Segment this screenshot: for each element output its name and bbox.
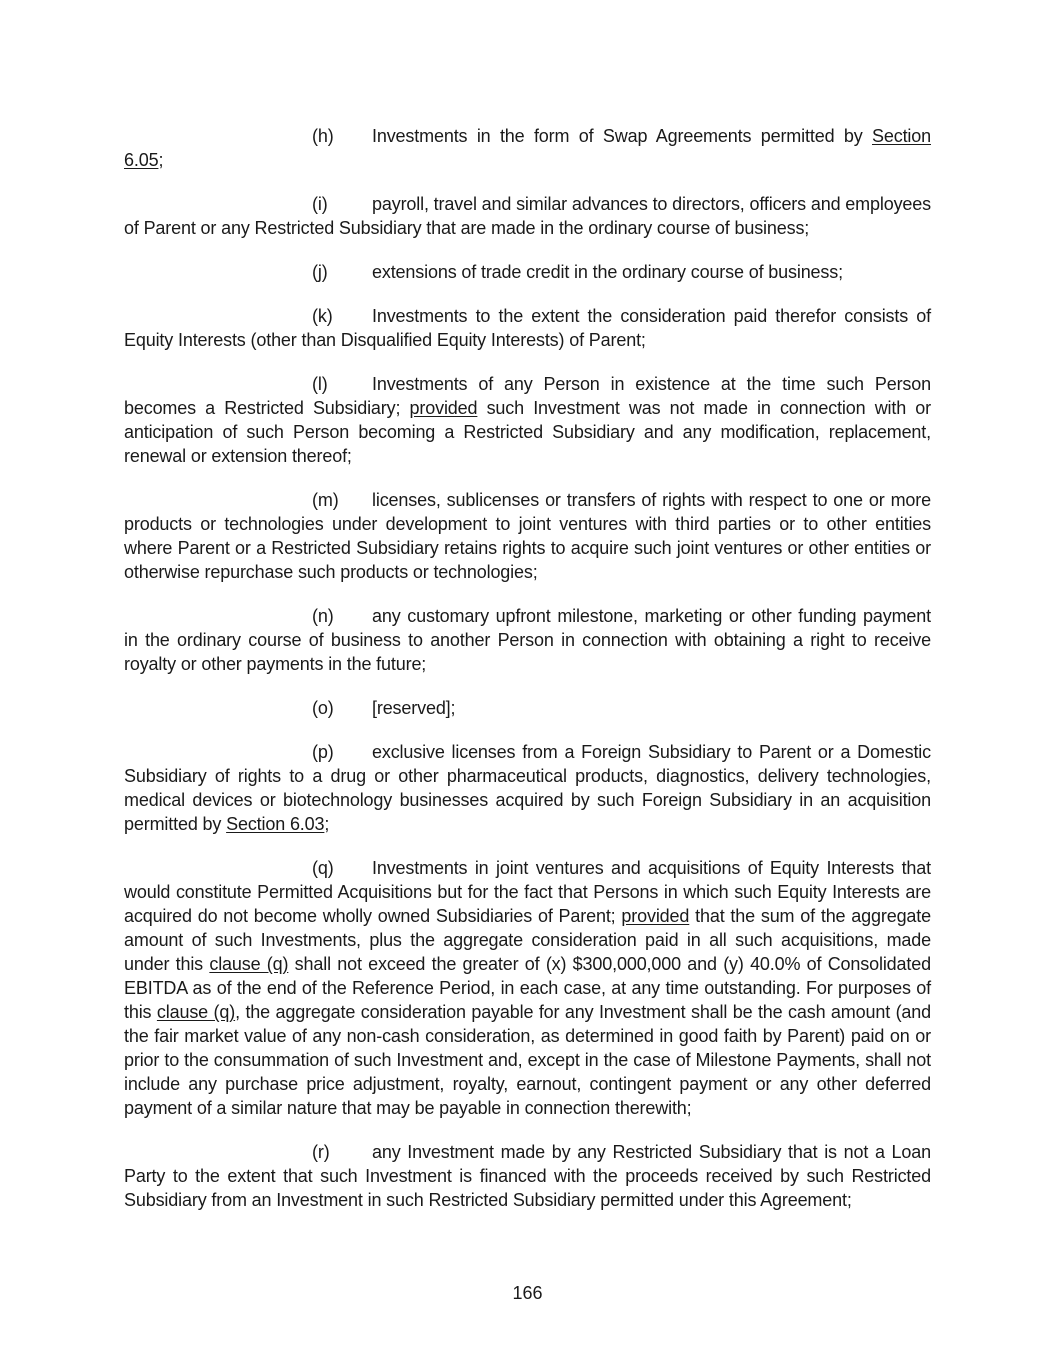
clause-paragraph: [124, 1140, 931, 1212]
clause-label: (p): [312, 742, 334, 762]
clause-label: (i): [312, 194, 328, 214]
clause-text: that the sum of the aggregate amount of such Investments, plus the aggregate consideration paid in all such acquisitions, made under this: [124, 906, 931, 974]
clause-label: (n): [312, 606, 334, 626]
underlined-reference: provided: [409, 398, 478, 418]
underlined-reference: Section 6.03: [226, 814, 325, 834]
clause-text: Investments in the form of Swap Agreements permitted by: [372, 126, 872, 146]
clause-text: [reserved];: [372, 698, 456, 718]
clause-paragraph: [124, 604, 931, 676]
clause-paragraph: [124, 192, 931, 240]
clause-text: any Investment made by any Restricted Subsidiary that is not a Loan Party to the extent that such Investment is financed with the proceeds received by such Restricted Subsidiary from an Investment in such Restricted Subsidiary permitted under this Agreement;: [124, 1142, 931, 1210]
clause-text: ;: [324, 814, 330, 834]
clause-label: (k): [312, 306, 333, 326]
clause-label: (l): [312, 374, 328, 394]
clause-paragraph: [124, 488, 931, 584]
clause-label: (j): [312, 262, 328, 282]
page-number: 166: [512, 1283, 543, 1303]
clause-text: Investments to the extent the consideration paid therefor consists of Equity Interests (other than Disqualified Equity Interests) of Parent;: [124, 306, 931, 350]
underlined-reference: clause (q): [209, 954, 289, 974]
clause-text: extensions of trade credit in the ordinary course of business;: [372, 262, 843, 282]
underlined-reference: Section 6.05: [124, 126, 931, 170]
clause-paragraph: [124, 304, 931, 352]
clause-paragraph: [124, 740, 931, 836]
clause-text: such Investment was not made in connection with or anticipation of such Person becoming a Restricted Subsidiary and any modification, replacement, renewal or extension thereof;: [124, 398, 931, 466]
clause-paragraph: [124, 124, 931, 172]
clause-paragraph: [124, 696, 931, 720]
clause-paragraph: [124, 372, 931, 468]
clause-paragraph: [124, 856, 931, 1120]
clause-label: (o): [312, 698, 334, 718]
clause-text: payroll, travel and similar advances to directors, officers and employees of Parent or any Restricted Subsidiary that are made in the ordinary course of business;: [124, 194, 931, 238]
clause-text: Investments of any Person in existence at the time such Person becomes a Restricted Subsidiary;: [124, 374, 931, 418]
clause-label: (h): [312, 126, 334, 146]
underlined-reference: provided: [621, 906, 690, 926]
clause-label: (m): [312, 490, 339, 510]
clause-label: (q): [312, 858, 334, 878]
clause-text: ;: [158, 150, 164, 170]
clause-list: [124, 124, 931, 1212]
clause-text: exclusive licenses from a Foreign Subsidiary to Parent or a Domestic Subsidiary of rights to a drug or other pharmaceutical products, diagnostics, delivery technologies, medical devices or biotechnology businesses acquired by such Foreign Subsidiary in an acquisition permitted by: [124, 742, 931, 834]
clause-text: any customary upfront milestone, marketing or other funding payment in the ordinary course of business to another Person in connection with obtaining a right to receive royalty or other payments in the future;: [124, 606, 931, 674]
clause-text: shall not exceed the greater of (x) $300,000,000 and (y) 40.0% of Consolidated EBITDA as of the end of the Reference Period, in each case, at any time outstanding. For purposes of this: [124, 954, 931, 1022]
clause-label: (r): [312, 1142, 330, 1162]
clause-paragraph: [124, 260, 931, 284]
underlined-reference: clause (q): [156, 1002, 236, 1022]
document-page: [124, 124, 931, 1232]
clause-text: Investments in joint ventures and acquisitions of Equity Interests that would constitute Permitted Acquisitions but for the fact that Persons in which such Equity Interests are acquired do not become wholly owned Subsidiaries of Parent;: [124, 858, 931, 926]
clause-text: licenses, sublicenses or transfers of rights with respect to one or more products or technologies under development to joint ventures with third parties or to other entities where Parent or a Restricted Subsidiary retains rights to acquire such joint ventures or other entities or otherwise repurchase such products or technologies;: [124, 490, 931, 582]
clause-text: , the aggregate consideration payable for any Investment shall be the cash amount (and the fair market value of any non-cash consideration, as determined in good faith by Parent) paid on or prior to the consummation of such Investment and, except in the case of Milestone Payments, shall not include any purchase price adjustment, royalty, earnout, contingent payment or any other deferred payment of a similar nature that may be payable in connection therewith;: [124, 1002, 931, 1118]
